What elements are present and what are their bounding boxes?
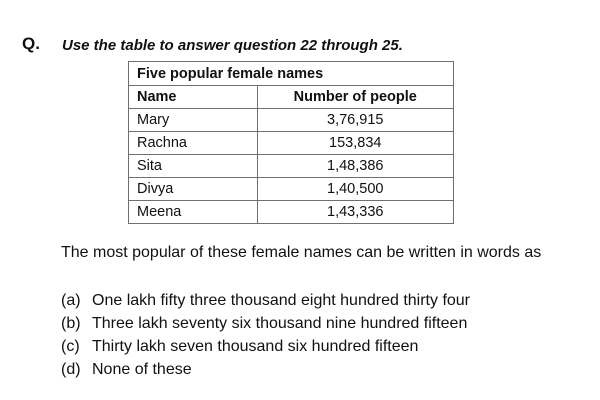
name-cell: Mary: [129, 109, 258, 132]
option-key: (a): [61, 292, 81, 309]
name-cell: Divya: [129, 178, 258, 201]
table-header-row: [129, 86, 454, 109]
count-cell: 153,834: [257, 132, 454, 155]
answer-options: [61, 289, 470, 381]
option-text: None of these: [92, 361, 192, 378]
table-row: [129, 109, 454, 132]
option-b[interactable]: [61, 312, 470, 335]
option-key: (b): [61, 315, 81, 332]
name-cell: Sita: [129, 155, 258, 178]
column-header-name: Name: [129, 86, 258, 109]
question-instruction: Use the table to answer question 22 through 25.: [62, 37, 403, 54]
option-key: (d): [61, 361, 81, 378]
names-table: [128, 61, 454, 224]
name-cell: Rachna: [129, 132, 258, 155]
count-cell: 1,40,500: [257, 178, 454, 201]
option-d[interactable]: [61, 358, 470, 381]
count-cell: 1,48,386: [257, 155, 454, 178]
name-cell: Meena: [129, 201, 258, 224]
option-a[interactable]: [61, 289, 470, 312]
table-caption-row: [129, 62, 454, 86]
table-row: [129, 178, 454, 201]
table-row: [129, 155, 454, 178]
option-c[interactable]: [61, 335, 470, 358]
count-cell: 3,76,915: [257, 109, 454, 132]
column-header-number: Number of people: [257, 86, 454, 109]
option-key: (c): [61, 338, 80, 355]
question-label: Q.: [22, 34, 40, 53]
table-row: [129, 132, 454, 155]
table-caption: Five popular female names: [129, 62, 454, 86]
option-text: Thirty lakh seven thousand six hundred fifteen: [92, 338, 419, 355]
count-cell: 1,43,336: [257, 201, 454, 224]
question-prompt: The most popular of these female names can be written in words as: [61, 244, 542, 261]
option-text: Three lakh seventy six thousand nine hundred fifteen: [92, 315, 468, 332]
table-row: [129, 201, 454, 224]
option-text: One lakh fifty three thousand eight hundred thirty four: [92, 292, 471, 309]
